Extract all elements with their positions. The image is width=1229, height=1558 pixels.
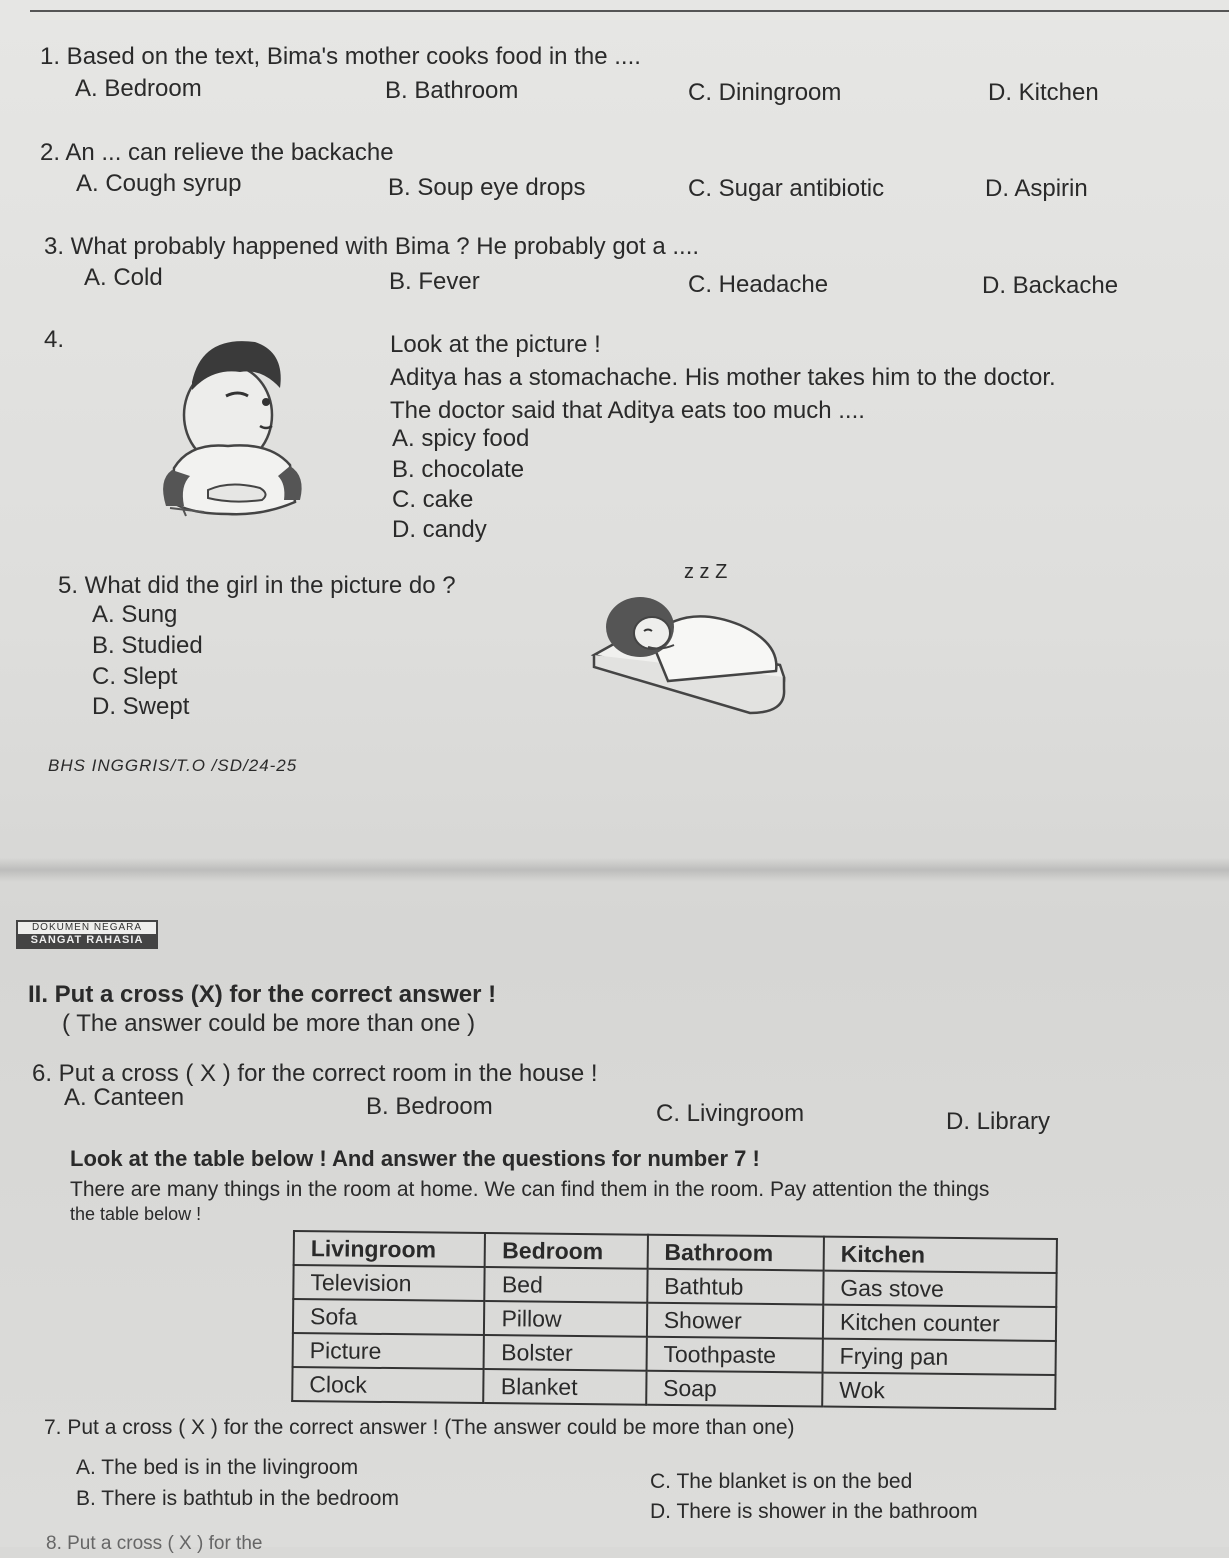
q7-intro-line-1: There are many things in the room at home. We can find them in the room. Pay attention the things bbox=[70, 1178, 990, 1201]
stamp-line-1: DOKUMEN NEGARA bbox=[31, 922, 143, 933]
table-cell: Clock bbox=[292, 1367, 484, 1403]
table-cell: Kitchen counter bbox=[823, 1305, 1056, 1341]
q2-option-b: B. Soup eye drops bbox=[388, 174, 586, 201]
q4-option-c: C. cake bbox=[392, 486, 474, 513]
table-cell: Bolster bbox=[484, 1335, 647, 1371]
table-cell: Wok bbox=[822, 1373, 1055, 1409]
q7-intro-heading: Look at the table below ! And answer the questions for number 7 ! bbox=[70, 1146, 760, 1171]
confidential-stamp bbox=[16, 920, 158, 949]
q1-stem: 1. Based on the text, Bima's mother cooks food in the .... bbox=[40, 43, 641, 70]
q5-stem: 5. What did the girl in the picture do ? bbox=[58, 572, 456, 599]
q6-option-a: A. Canteen bbox=[64, 1084, 185, 1111]
q1-option-d: D. Kitchen bbox=[988, 79, 1099, 106]
q4-line-3: The doctor said that Aditya eats too much .... bbox=[390, 397, 865, 424]
table-cell: Pillow bbox=[484, 1301, 647, 1337]
q8-partial: 8. Put a cross ( X ) for the bbox=[46, 1533, 263, 1554]
rooms-things-table bbox=[291, 1230, 1058, 1410]
table-cell: Blanket bbox=[484, 1369, 647, 1405]
table-cell: Toothpaste bbox=[646, 1337, 823, 1373]
q7-option-c: C. The blanket is on the bed bbox=[650, 1470, 913, 1493]
q1-option-c: C. Diningroom bbox=[688, 79, 842, 106]
table-cell: Bed bbox=[485, 1267, 648, 1303]
table-cell: Picture bbox=[293, 1333, 485, 1369]
boy-stomachache-icon bbox=[150, 330, 310, 535]
q6-option-d: D. Library bbox=[946, 1108, 1051, 1135]
footer-code: BHS INGGRIS/T.O /SD/24-25 bbox=[48, 756, 298, 775]
table-cell: Sofa bbox=[293, 1299, 485, 1335]
q1-option-a: A. Bedroom bbox=[75, 75, 202, 102]
q7-option-d: D. There is shower in the bathroom bbox=[650, 1500, 978, 1523]
q7-intro-line-2: the table below ! bbox=[70, 1204, 202, 1224]
q3-option-d: D. Backache bbox=[982, 272, 1119, 299]
q3-option-c: C. Headache bbox=[688, 271, 829, 298]
q5-option-a: A. Sung bbox=[92, 601, 178, 628]
table-cell: Shower bbox=[647, 1303, 824, 1339]
table-cell: Soap bbox=[646, 1371, 823, 1407]
table-cell: Gas stove bbox=[823, 1271, 1056, 1307]
q5-option-d: D. Swept bbox=[92, 693, 190, 720]
q5-option-c: C. Slept bbox=[92, 663, 178, 690]
top-rule bbox=[30, 10, 1229, 12]
table-header: Livingroom bbox=[294, 1231, 486, 1267]
q3-stem: 3. What probably happened with Bima ? He probably got a .... bbox=[44, 233, 700, 260]
section-2-note: ( The answer could be more than one ) bbox=[62, 1010, 476, 1037]
girl-sleeping-icon bbox=[590, 585, 790, 735]
q1-option-b: B. Bathroom bbox=[385, 77, 519, 104]
q2-option-c: C. Sugar antibiotic bbox=[688, 175, 885, 202]
table-row bbox=[292, 1367, 1055, 1409]
q6-stem: 6. Put a cross ( X ) for the correct room in the house ! bbox=[32, 1060, 598, 1087]
table-cell: Bathtub bbox=[647, 1269, 824, 1305]
q2-stem: 2. An ... can relieve the backache bbox=[40, 139, 394, 166]
q2-option-d: D. Aspirin bbox=[985, 175, 1088, 202]
q4-option-b: B. chocolate bbox=[392, 456, 525, 483]
q6-option-c: C. Livingroom bbox=[656, 1100, 805, 1127]
q6-option-b: B. Bedroom bbox=[366, 1093, 493, 1120]
q4-number: 4. bbox=[44, 326, 65, 353]
table-header: Kitchen bbox=[824, 1237, 1057, 1273]
q5-option-b: B. Studied bbox=[92, 632, 203, 659]
q4-option-a: A. spicy food bbox=[392, 425, 530, 452]
stamp-line-2: SANGAT RAHASIA bbox=[18, 934, 156, 947]
q7-option-b: B. There is bathtub in the bedroom bbox=[76, 1487, 399, 1510]
q3-option-a: A. Cold bbox=[84, 264, 163, 291]
q4-line-2: Aditya has a stomachache. His mother takes him to the doctor. bbox=[390, 364, 1056, 391]
table-header: Bedroom bbox=[485, 1233, 648, 1269]
table-cell: Television bbox=[293, 1265, 485, 1301]
q2-option-a: A. Cough syrup bbox=[76, 170, 242, 197]
table-header: Bathroom bbox=[647, 1235, 824, 1271]
q4-option-d: D. candy bbox=[392, 516, 487, 543]
page-fold bbox=[0, 858, 1229, 882]
q7-stem: 7. Put a cross ( X ) for the correct answer ! (The answer could be more than one) bbox=[44, 1416, 795, 1439]
q3-option-b: B. Fever bbox=[389, 268, 480, 295]
sleep-zzz: z z Z bbox=[684, 561, 728, 583]
table-cell: Frying pan bbox=[822, 1339, 1055, 1375]
q4-line-1: Look at the picture ! bbox=[390, 331, 601, 358]
section-2-heading: II. Put a cross (X) for the correct answer ! bbox=[28, 981, 497, 1008]
q7-option-a: A. The bed is in the livingroom bbox=[76, 1456, 359, 1479]
